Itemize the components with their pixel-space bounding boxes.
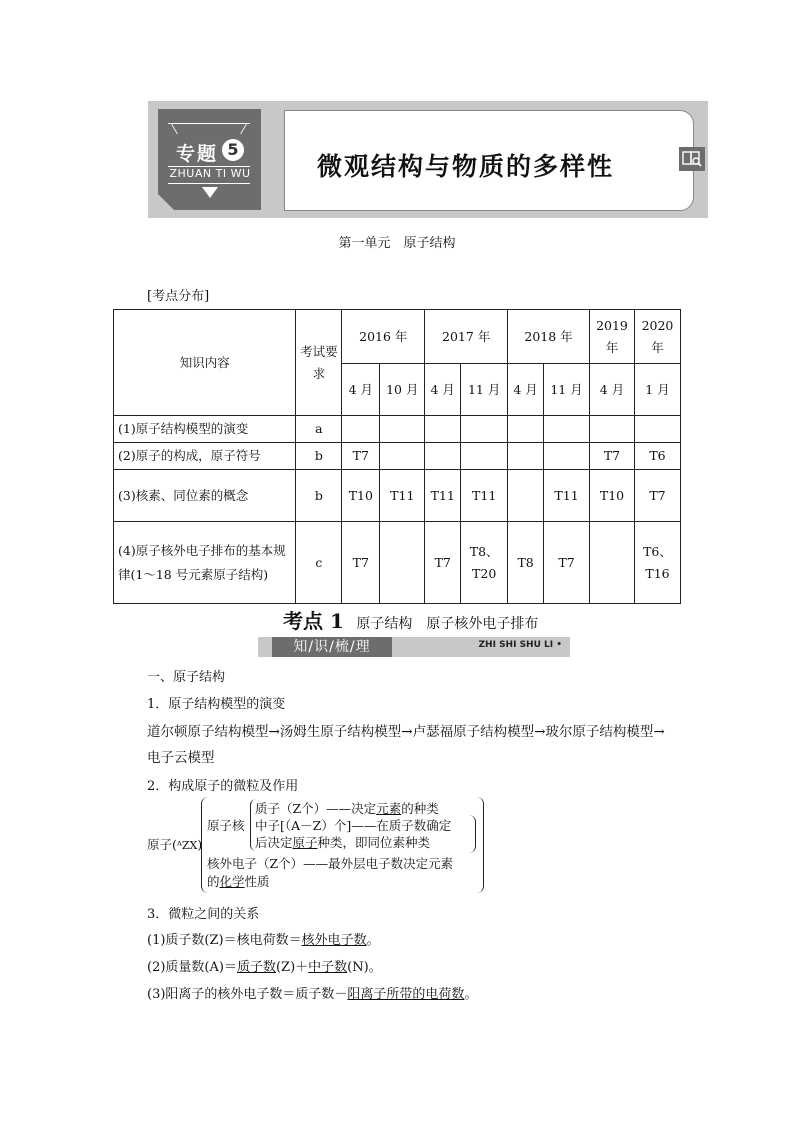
badge-pinyin: ZHUAN TI WU [169, 167, 251, 180]
table-cell [380, 416, 425, 443]
row-topic: (3)核素、同位素的概念 [114, 470, 296, 522]
exam-distribution-table [113, 309, 681, 604]
table-cell: T7 [634, 470, 680, 522]
header-month: 11 月 [544, 364, 590, 416]
table-cell [425, 443, 461, 470]
row-requirement: b [296, 443, 342, 470]
distribution-label: [考点分布] [147, 289, 210, 304]
table-cell [380, 443, 425, 470]
chapter-title: 微观结构与物质的多样性 [317, 152, 615, 181]
table-row [114, 443, 681, 470]
table-cell [634, 416, 680, 443]
table-cell: T6、T16 [634, 522, 680, 604]
relation-2: (2)质量数(A)＝质子数(Z)＋中子数(N)。 [147, 960, 382, 975]
table-cell: T7 [544, 522, 590, 604]
table-cell: T11 [425, 470, 461, 522]
unit-title: 第一单元 原子结构 [338, 236, 456, 251]
nucleus-label: 原子核 [207, 818, 245, 833]
header-month: 10 月 [380, 364, 425, 416]
electron-line: 核外电子（Z个）——最外层电子数决定元素 [207, 856, 454, 871]
chapter-badge [158, 109, 261, 210]
table-cell [590, 522, 635, 604]
row-topic: (2)原子的构成，原子符号 [114, 443, 296, 470]
relation-3: (3)阳离子的核外电子数＝质子数－阳离子所带的电荷数。 [147, 987, 478, 1002]
neutron-line: 中子[（A－Z）个]——在质子数确定 [255, 818, 452, 833]
table-header-row [114, 310, 681, 364]
table-cell [461, 443, 508, 470]
row-requirement: a [296, 416, 342, 443]
table-cell: T7 [342, 443, 380, 470]
electron-line: 的化学性质 [207, 874, 270, 889]
kaodian-number: 考点 1 [283, 609, 344, 633]
book-search-icon[interactable] [679, 147, 705, 171]
kaodian-heading [283, 605, 538, 634]
table-cell: T7 [342, 522, 380, 604]
table-cell [544, 443, 590, 470]
table-cell [590, 416, 635, 443]
kaodian-title: 原子结构 原子核外电子排布 [356, 616, 539, 632]
title-box [284, 110, 694, 211]
header-knowledge: 知识内容 [114, 310, 296, 416]
table-cell [508, 470, 544, 522]
table-row [114, 416, 681, 443]
header-year: 2016 年 [342, 310, 425, 364]
header-requirement: 考试要求 [296, 310, 342, 416]
row-topic: (1)原子结构模型的演变 [114, 416, 296, 443]
row-requirement: c [296, 522, 342, 604]
table-cell: T6 [634, 443, 680, 470]
table-row [114, 522, 681, 604]
table-cell: T7 [590, 443, 635, 470]
triangle-down-icon [202, 187, 218, 198]
paragraph-models: 道尔顿原子结构模型→汤姆生原子结构模型→卢瑟福原子结构模型→玻尔原子结构模型→电子云模型 [147, 724, 665, 766]
table-cell [508, 443, 544, 470]
proton-line: 质子（Z个）——决定元素的种类 [255, 801, 439, 816]
table-cell: T11 [544, 470, 590, 522]
header-year: 2019 年 [590, 310, 635, 364]
header-year: 2017 年 [425, 310, 508, 364]
subsection-heading: 2．构成原子的微粒及作用 [147, 779, 299, 794]
section-bar-pinyin: ZHI SHI SHU LI • [478, 640, 562, 650]
header-month: 1 月 [634, 364, 680, 416]
neutron-line: 后决定原子种类，即同位素种类 [255, 835, 431, 850]
table-cell: T11 [461, 470, 508, 522]
chapter-banner [148, 101, 708, 218]
header-month: 4 月 [508, 364, 544, 416]
row-topic: (4)原子核外电子排布的基本规律(1～18 号元素原子结构) [114, 522, 296, 604]
table-cell [425, 416, 461, 443]
table-cell [380, 522, 425, 604]
atom-label: 原子(ᴬZX) [147, 837, 203, 852]
table-cell: T10 [342, 470, 380, 522]
table-cell: T11 [380, 470, 425, 522]
badge-label: 专题 [176, 143, 219, 165]
header-year: 2020 年 [634, 310, 680, 364]
table-cell: T7 [425, 522, 461, 604]
table-cell: T8 [508, 522, 544, 604]
table-cell: T8、T20 [461, 522, 508, 604]
subsection-heading: 1．原子结构模型的演变 [147, 697, 286, 712]
table-cell [508, 416, 544, 443]
relation-1: (1)质子数(Z)＝核电荷数＝核外电子数。 [147, 933, 380, 948]
badge-number: 5 [222, 139, 244, 161]
header-month: 4 月 [425, 364, 461, 416]
table-cell [342, 416, 380, 443]
section-heading: 一、原子结构 [147, 670, 226, 685]
atom-structure-diagram [147, 797, 487, 893]
table-cell: T10 [590, 470, 635, 522]
header-month: 4 月 [342, 364, 380, 416]
header-year: 2018 年 [508, 310, 590, 364]
table-cell [461, 416, 508, 443]
table-cell [544, 416, 590, 443]
row-requirement: b [296, 470, 342, 522]
section-bar [258, 637, 570, 657]
section-bar-label: 知/识/梳/理 [272, 637, 392, 657]
table-row [114, 470, 681, 522]
subsection-heading: 3．微粒之间的关系 [147, 907, 260, 922]
header-month: 4 月 [590, 364, 635, 416]
header-month: 11 月 [461, 364, 508, 416]
